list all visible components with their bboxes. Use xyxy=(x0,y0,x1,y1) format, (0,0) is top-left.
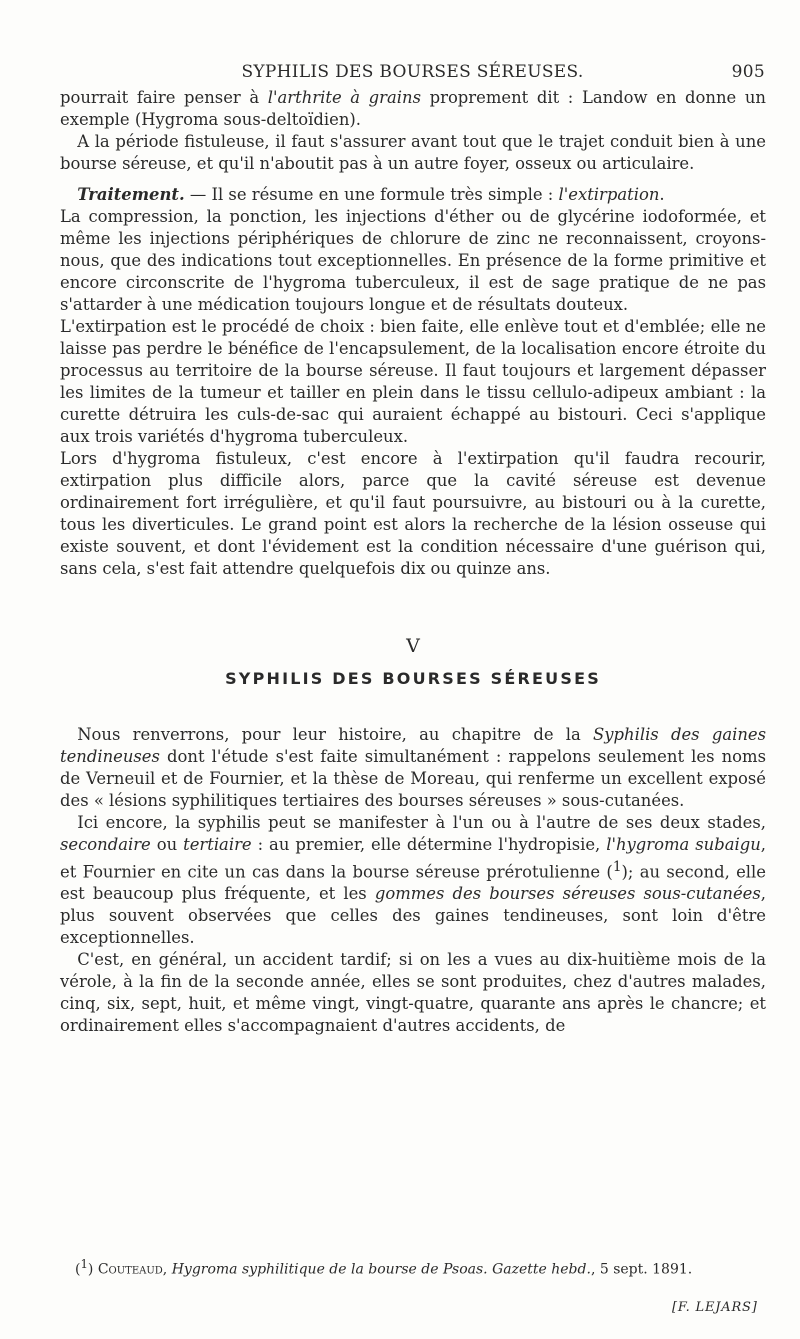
paragraph: A la période fistuleuse, il faut s'assurer avant tout que le trajet conduit bien à une bourse séreuse, et qu'il n'aboutit pas à un autre foyer, osseux ou articulaire. xyxy=(60,132,766,173)
italic-run: secondaire xyxy=(60,835,151,854)
paragraph: C'est, en général, un accident tardif; si on les a vues au dix-huitième mois de la vérole, à la fin de la seconde année, elles se sont produites, chez d'autres malades, cinq, six, sept, huit, et même vingt, vingt-quatre, quarante ans après le chancre; et ordinairement elles s'accompagnaient d'autres accidents, de xyxy=(60,950,766,1036)
italic-run: l'extirpation xyxy=(558,185,660,204)
italic-run: Syphilis des gaines tendineuses xyxy=(60,725,766,766)
text-run: proprement dit : Landow en donne un exemple (Hygroma sous-deltoïdien). xyxy=(60,88,766,129)
paragraph: La compression, la ponction, les injections d'éther ou de glycérine iodoformée, et même les injections périphériques de chlorure de zinc ne reconnaissent, croyons-nous, que des indications tout exceptionnelles. En présence de la forme primitive et encore circonscrite de l'hygroma tuberculeux, il est de sage pratique de ne pas s'attarder à une médication toujours longue et de résultats douteux. xyxy=(60,207,766,314)
body-text xyxy=(60,87,766,1037)
paragraph xyxy=(60,184,766,206)
chapter-title: SYPHILIS DES BOURSES SÉREUSES xyxy=(225,669,601,688)
italic-run: tertiaire xyxy=(183,835,252,854)
italic-run: l'arthrite à grains xyxy=(267,88,421,107)
text-run: Ici encore, la syphilis peut se manifester à l'un ou à l'autre de ses deux stades, xyxy=(77,813,766,832)
running-title: SYPHILIS DES BOURSES SÉREUSES. xyxy=(241,62,584,82)
footnote-title: Hygroma syphilitique de la bourse de Psoas. Gazette hebd. xyxy=(171,1261,591,1278)
text-run: . xyxy=(659,185,665,204)
text-run: , et Fournier en cite un cas dans la bourse séreuse prérotulienne ( xyxy=(60,835,766,882)
paragraph: Lors d'hygroma fistuleux, c'est encore à l'extirpation qu'il faudra recourir, extirpation plus difficile alors, parce que la cavité séreuse est devenue ordinairement fort irrégulière, et qu'il faut poursuivre, au bistouri ou à la curette, tous les diverticules. Le grand point est alors la recherche de la lésion osseuse qui existe souvent, et dont l'évidement est la condition nécessaire d'une guérison qui, sans cela, s'est fait attendre quelquefois dix ou quinze ans. xyxy=(60,449,766,578)
paragraph xyxy=(60,724,766,812)
paragraph xyxy=(60,812,766,949)
footnote-ref: 1 xyxy=(612,859,622,875)
text-run: ); au second, elle est beaucoup plus fréquente, et les xyxy=(60,862,766,904)
text-run: : au premier, elle détermine l'hydropisie, xyxy=(251,835,607,854)
footnote-mark: 1 xyxy=(80,1257,88,1271)
footnote-rest: , 5 sept. 1891. xyxy=(590,1261,693,1278)
signature-mark: [F. LEJARS] xyxy=(672,1300,758,1315)
text-run: ou xyxy=(150,835,184,854)
text-run: Nous renverrons, pour leur histoire, au chapitre de la xyxy=(77,725,594,744)
footnote: ($^1$) Couteaud, Hygroma syphilitique de la bourse de Psoas. Gazette hebd., 5 sept. 1891. xyxy=(75,1257,693,1278)
italic-run: gommes des bourses séreuses sous-cutanées xyxy=(374,884,761,904)
text-run: pourrait faire penser à xyxy=(60,88,268,107)
footnote-author: Couteaud xyxy=(97,1261,163,1278)
chapter-number: V xyxy=(406,635,420,657)
paragraph: L'extirpation est le procédé de choix : bien faite, elle enlève tout et d'emblée; elle ne laisse pas perdre le bénéfice de l'encapsulement, de la localisation encore étroite du processus au territoire de la bourse séreuse. Il faut toujours et largement dépasser les limites de la tumeur et tailler en plein dans le tissu cellulo-adipeux ambiant : la curette détruira les culs-de-sac qui auraient échappé au bistouri. Ceci s'applique aux trois variétés d'hygroma tuberculeux. xyxy=(60,317,766,446)
italic-run: l'hygroma subaigu xyxy=(606,835,761,854)
text-run: dont l'étude s'est faite simultanément : rappelons seulement les noms de Verneuil et de Fournier, et la thèse de Moreau, qui renferme un excellent exposé des « lésions syphilitiques tertiaires des bourses séreuses » sous-cutanées. xyxy=(60,747,766,810)
page-number: 905 xyxy=(731,62,765,82)
text-run: , plus souvent observées que celles des gaines tendineuses, sont loin d'être exceptionnelles. xyxy=(60,884,766,948)
running-head xyxy=(60,62,765,84)
section-heading: Traitement. xyxy=(77,185,185,204)
paragraph xyxy=(60,87,766,131)
text-run: — Il se résume en une formule très simple : xyxy=(184,185,559,204)
